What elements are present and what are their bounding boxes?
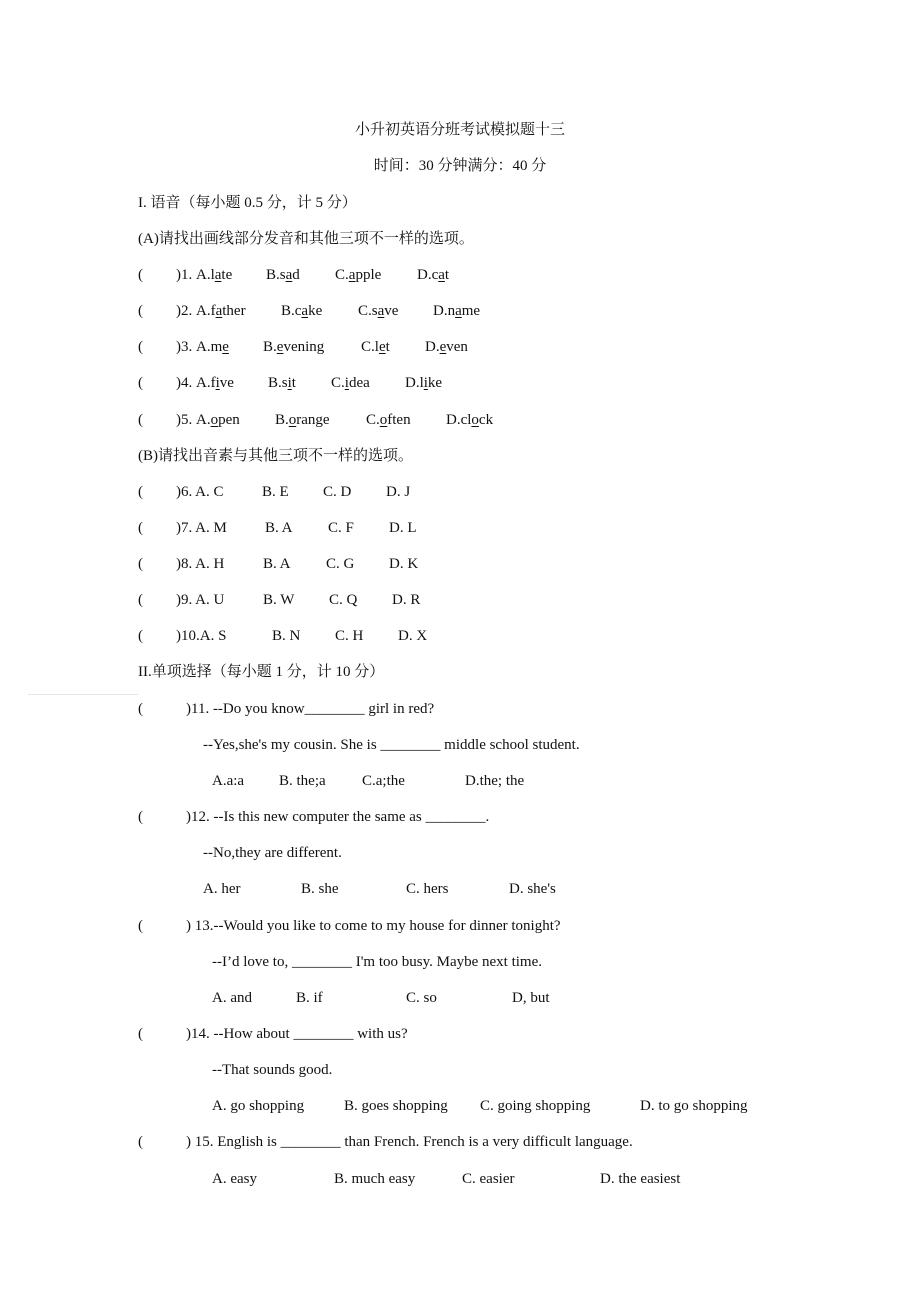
answer-paren: ( <box>138 592 143 608</box>
q6-option-b: B. E <box>262 484 289 500</box>
q4-number: )4. <box>176 375 193 391</box>
section1-heading: I. 语音（每小题 0.5 分，计 5 分） <box>138 195 357 211</box>
q15-option-b: B. much easy <box>334 1171 416 1187</box>
q5-option-d: D.clock <box>446 412 494 428</box>
q7-option-a: )7. A. M <box>176 520 227 536</box>
q3-option-b: B.evening <box>263 339 325 355</box>
q12-option-a: A. her <box>203 881 241 897</box>
q11-stem: )11. --Do you know________ girl in red? <box>186 701 435 717</box>
q12-option-b: B. she <box>301 881 339 897</box>
q1-option-c: C.apple <box>335 267 382 283</box>
answer-paren: ( <box>138 303 143 319</box>
q12-option-c: C. hers <box>406 881 449 897</box>
q5-option-c: C.often <box>366 412 411 428</box>
q11-option-b: B. the;a <box>279 773 326 789</box>
q2-option-a: A.father <box>196 303 246 319</box>
answer-paren: ( <box>138 375 143 391</box>
q15-option-a: A. easy <box>212 1171 257 1187</box>
q11-option-c: C.a;the <box>362 773 405 789</box>
q4-option-b: B.sit <box>268 375 296 391</box>
q4-option-c: C.idea <box>331 375 370 391</box>
q9-option-a: )9. A. U <box>176 592 225 608</box>
q7-option-b: B. A <box>265 520 293 536</box>
q5-option-b: B.orange <box>275 412 330 428</box>
q4-option-a: A.five <box>196 375 234 391</box>
q1-option-b: B.sad <box>266 267 300 283</box>
answer-paren: ( <box>138 484 143 500</box>
answer-paren: ( <box>138 339 143 355</box>
q4-option-d: D.like <box>405 375 443 391</box>
q2-option-c: C.save <box>358 303 399 319</box>
q13-stem: ) 13.--Would you like to come to my house for dinner tonight? <box>186 918 561 934</box>
q15-option-d: D. the easiest <box>600 1171 681 1187</box>
q6-option-c: C. D <box>323 484 352 500</box>
q15-option-c: C. easier <box>462 1171 515 1187</box>
q14-stem: )14. --How about ________ with us? <box>186 1026 408 1042</box>
q3-option-a: A.me <box>196 339 229 355</box>
answer-paren: ( <box>138 918 143 934</box>
q1-option-a: A.late <box>196 267 233 283</box>
answer-paren: ( <box>138 701 143 717</box>
q6-option-a: )6. A. C <box>176 484 224 500</box>
q13-option-a: A. and <box>212 990 252 1006</box>
q3-option-c: C.let <box>361 339 390 355</box>
q9-option-c: C. Q <box>329 592 358 608</box>
q1-number: )1. <box>176 267 193 283</box>
q13-reply: --I’d love to, ________ I'm too busy. Maybe next time. <box>212 954 543 970</box>
answer-paren: ( <box>138 1026 143 1042</box>
q15-stem: ) 15. English is ________ than French. French is a very difficult language. <box>186 1134 633 1150</box>
answer-paren: ( <box>138 1134 143 1150</box>
q8-option-d: D. K <box>389 556 419 572</box>
answer-paren: ( <box>138 267 143 283</box>
q11-option-a: A.a:a <box>212 773 245 789</box>
q7-option-d: D. L <box>389 520 417 536</box>
q2-number: )2. <box>176 303 193 319</box>
q14-reply: --That sounds good. <box>212 1062 333 1078</box>
section1-partA-instruction: (A)请找出画线部分发音和其他三项不一样的选项。 <box>138 231 474 247</box>
q10-option-d: D. X <box>398 628 428 644</box>
q5-number: )5. <box>176 412 193 428</box>
q7-option-c: C. F <box>328 520 354 536</box>
divider <box>28 694 138 695</box>
q8-option-a: )8. A. H <box>176 556 225 572</box>
q8-option-c: C. G <box>326 556 355 572</box>
q12-reply: --No,they are different. <box>203 845 342 861</box>
answer-paren: ( <box>138 520 143 536</box>
q12-stem: )12. --Is this new computer the same as ________. <box>186 809 490 825</box>
section1-partB-instruction: (B)请找出音素与其他三项不一样的选项。 <box>138 448 413 464</box>
page-subtitle: 时间：30 分钟满分：40 分 <box>373 158 547 174</box>
q8-option-b: B. A <box>263 556 291 572</box>
q9-option-b: B. W <box>263 592 295 608</box>
q13-option-c: C. so <box>406 990 437 1006</box>
q11-reply: --Yes,she's my cousin. She is ________ middle school student. <box>203 737 580 753</box>
q12-option-d: D. she's <box>509 881 556 897</box>
q14-option-c: C. going shopping <box>480 1098 591 1114</box>
answer-paren: ( <box>138 809 143 825</box>
q2-option-b: B.cake <box>281 303 323 319</box>
q10-option-b: B. N <box>272 628 301 644</box>
q9-option-d: D. R <box>392 592 421 608</box>
q13-option-d: D, but <box>512 990 550 1006</box>
q2-option-d: D.name <box>433 303 481 319</box>
q3-option-d: D.even <box>425 339 468 355</box>
q14-option-b: B. goes shopping <box>344 1098 448 1114</box>
q5-option-a: A.open <box>196 412 240 428</box>
answer-paren: ( <box>138 556 143 572</box>
q10-option-a: )10.A. S <box>176 628 227 644</box>
q3-number: )3. <box>176 339 193 355</box>
q14-option-d: D. to go shopping <box>640 1098 748 1114</box>
page-title: 小升初英语分班考试模拟题十三 <box>354 122 565 138</box>
q11-option-d: D.the; the <box>465 773 525 789</box>
answer-paren: ( <box>138 412 143 428</box>
q14-option-a: A. go shopping <box>212 1098 305 1114</box>
q1-option-d: D.cat <box>417 267 450 283</box>
q10-option-c: C. H <box>335 628 364 644</box>
q6-option-d: D. J <box>386 484 411 500</box>
section2-heading: II.单项选择（每小题 1 分，计 10 分） <box>138 664 385 680</box>
answer-paren: ( <box>138 628 143 644</box>
q13-option-b: B. if <box>296 990 323 1006</box>
